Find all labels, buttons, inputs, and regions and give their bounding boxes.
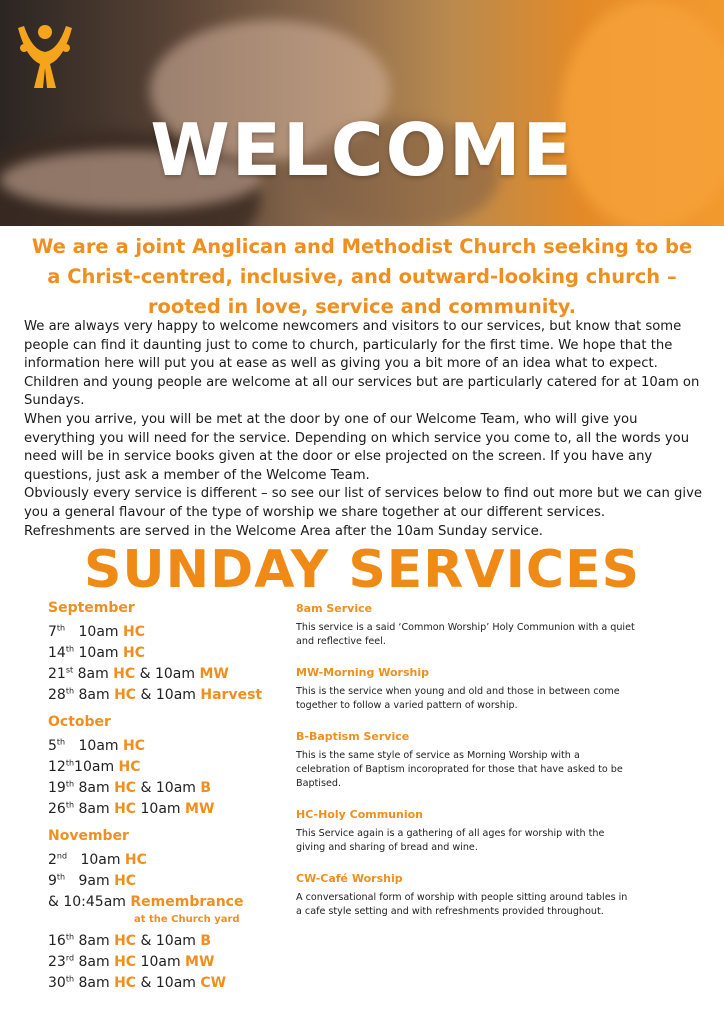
service-row: 14th 10am HC	[48, 644, 145, 661]
definition-title: HC-Holy Communion	[296, 808, 424, 821]
intro-text	[24, 318, 708, 541]
intro-paragraph: Children and young people are welcome at all our services but are particularly catered for at 10am on Sundays.	[24, 374, 700, 409]
intro-paragraph: When you arrive, you will be met at the door by one of our Welcome Team, who will give you everything you will need for the service. Depending on which service you come to, all the words you need will be in service books given at the door or else projected on the screen. If you have any questions, just ask a member of the Welcome Team.	[24, 411, 690, 483]
service-row: 7th 10am HC	[48, 623, 145, 640]
definition-block	[296, 730, 636, 791]
church-logo-icon	[12, 18, 78, 92]
definition-title: MW-Morning Worship	[296, 666, 429, 679]
service-row: 28th 8am HC & 10am Harvest	[48, 686, 263, 703]
definition-body: This service is a said ‘Common Worship’ Holy Communion with a quiet and reflective feel.	[296, 622, 635, 647]
tagline-line: a Christ-centred, inclusive, and outward-looking church –	[47, 265, 677, 288]
service-schedule	[48, 600, 288, 994]
intro-paragraph: We are always very happy to welcome newcomers and visitors to our services, but know that some people can find it daunting just to come to church, particularly for the first time. We hope that the information here will put you at ease as well as giving you a bit more of an idea what to expect.	[24, 319, 682, 372]
intro-paragraph: Obviously every service is different – so see our list of services below to find out more but we can give you a general flavour of the type of worship we share together at our different services.	[24, 486, 703, 520]
sunday-services-heading: SUNDAY SERVICES	[83, 540, 641, 600]
definition-block	[296, 666, 636, 713]
service-row: 30th 8am HC & 10am CW	[48, 974, 227, 991]
service-row: 23rd 8am HC 10am MW	[48, 953, 215, 970]
service-row: 12th10am HC	[48, 758, 141, 775]
intro-paragraph: Refreshments are served in the Welcome Area after the 10am Sunday service.	[24, 523, 543, 539]
definition-body: This Service again is a gathering of all ages for worship with the giving and sharing of bread and wine.	[296, 828, 605, 853]
definition-title: B-Baptism Service	[296, 730, 410, 743]
service-row: 2nd 10am HC	[48, 851, 147, 868]
month-heading: October	[48, 714, 111, 730]
service-note: at the Church yard	[134, 914, 240, 925]
hero-banner	[0, 0, 724, 226]
month-heading: September	[48, 600, 135, 616]
definition-body: A conversational form of worship with people sitting around tables in a cafe style setting and with refreshments provided throughout.	[296, 892, 628, 917]
service-row: 5th 10am HC	[48, 737, 145, 754]
welcome-heading: WELCOME	[150, 108, 574, 192]
definition-body: This is the service when young and old and those in between come together to follow a varied pattern of worship.	[296, 686, 620, 711]
definition-title: CW-Café Worship	[296, 872, 403, 885]
definition-block	[296, 808, 636, 855]
tagline	[0, 232, 724, 322]
tagline-line: rooted in love, service and community.	[147, 295, 577, 318]
service-row: 19th 8am HC & 10am B	[48, 779, 212, 796]
tagline-line: We are a joint Anglican and Methodist Church seeking to be	[31, 235, 693, 258]
service-definitions	[296, 602, 636, 919]
definition-block	[296, 602, 636, 649]
month-heading: November	[48, 828, 129, 844]
definition-block	[296, 872, 636, 919]
service-row: 9th 9am HC	[48, 872, 137, 889]
service-row: 21st 8am HC & 10am MW	[48, 665, 229, 682]
service-row: & 10:45am Remembrance	[48, 894, 244, 910]
service-row: 26th 8am HC 10am MW	[48, 800, 215, 817]
definition-body: This is the same style of service as Morning Worship with a celebration of Baptism incoroprated for those that have asked to be Baptised.	[296, 750, 623, 789]
service-row: 16th 8am HC & 10am B	[48, 932, 212, 949]
definition-title: 8am Service	[296, 602, 373, 615]
